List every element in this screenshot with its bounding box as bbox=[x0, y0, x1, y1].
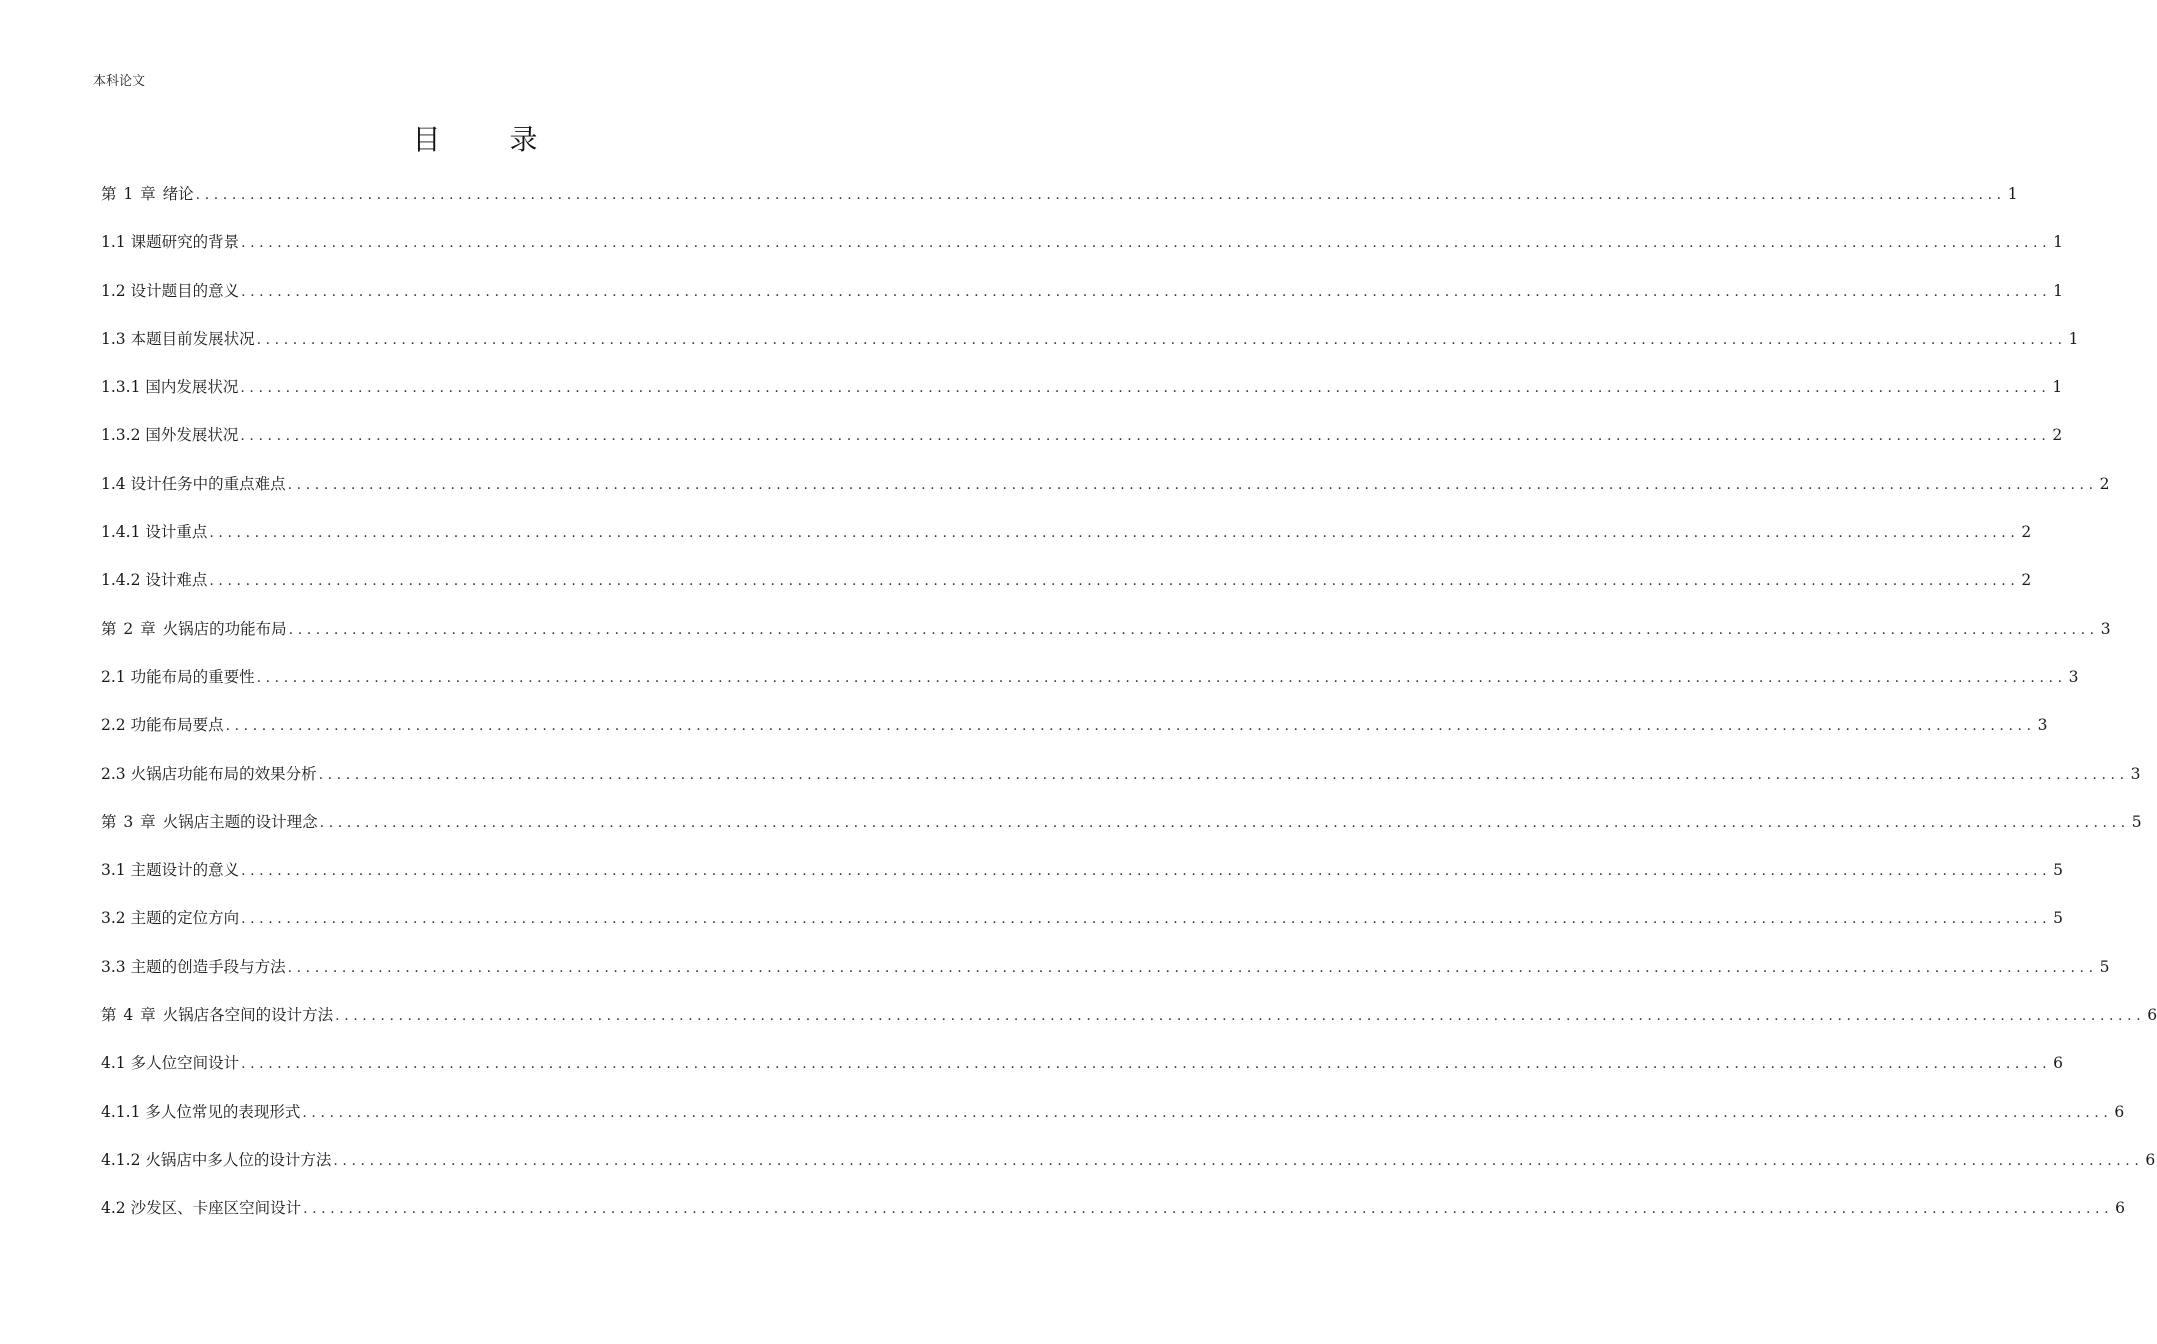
toc-page-number: 3 bbox=[2100, 619, 2111, 638]
toc-page-number: 5 bbox=[2053, 861, 2063, 880]
toc-section-label: 4.1 多人位空间设计 bbox=[101, 1054, 240, 1073]
toc-section-label: 1.4.1 设计重点 bbox=[101, 523, 208, 542]
toc-page-number: 3 bbox=[2037, 716, 2048, 735]
page-header: 本科论文 bbox=[93, 74, 146, 89]
toc-section-label: 3.2 主题的定位方向 bbox=[101, 909, 240, 928]
toc-dot-leader: ........................................................................................................................................................................................................ bbox=[240, 380, 2051, 397]
toc-page-number: 1 bbox=[2068, 329, 2079, 348]
toc-dot-leader: ........................................................................................................................................................................................................ bbox=[241, 235, 2052, 252]
toc-section-label: 1.4 设计任务中的重点难点 bbox=[101, 474, 286, 493]
toc-entry[interactable] bbox=[101, 564, 2032, 612]
toc-dot-leader: ........................................................................................................................................................................................................ bbox=[288, 621, 2099, 638]
toc-section-label: 1.3 本题目前发展状况 bbox=[101, 329, 255, 348]
toc-dot-leader: ........................................................................................................................................................................................................ bbox=[241, 863, 2052, 880]
toc-dot-leader: ........................................................................................................................................................................................................ bbox=[319, 814, 2130, 831]
toc-page-number: 6 bbox=[2147, 1006, 2157, 1025]
toc-page-number: 2 bbox=[2021, 571, 2032, 590]
toc-entry[interactable] bbox=[101, 323, 2079, 371]
toc-entry[interactable] bbox=[101, 806, 2142, 854]
toc-chapter-label: 第 2 章 火锅店的功能布局 bbox=[101, 619, 287, 638]
toc-section-label: 4.2 沙发区、卡座区空间设计 bbox=[101, 1199, 302, 1218]
toc-chapter-label: 第 1 章 绪论 bbox=[101, 185, 194, 203]
toc-section-label: 4.1.2 火锅店中多人位的设计方法 bbox=[101, 1150, 332, 1169]
toc-dot-leader: ........................................................................................................................................................................................................ bbox=[209, 525, 2020, 542]
toc-dot-leader: ........................................................................................................................................................................................................ bbox=[287, 959, 2098, 976]
toc-dot-leader: ........................................................................................................................................................................................................ bbox=[287, 476, 2098, 493]
toc-page-number: 3 bbox=[2130, 764, 2141, 783]
toc-page-number: 5 bbox=[2099, 957, 2110, 976]
toc-entry[interactable] bbox=[101, 226, 2063, 274]
toc-dot-leader: ........................................................................................................................................................................................................ bbox=[333, 1152, 2144, 1169]
toc-section-label: 2.3 火锅店功能布局的效果分析 bbox=[101, 764, 317, 783]
toc-page-number: 1 bbox=[2052, 378, 2063, 397]
toc-title: 目 录 bbox=[412, 123, 568, 156]
toc-entry[interactable] bbox=[101, 275, 2063, 323]
toc-entry[interactable] bbox=[101, 1047, 2063, 1095]
toc-chapter-label: 第 4 章 火锅店各空间的设计方法 bbox=[101, 1006, 334, 1025]
toc-dot-leader: ........................................................................................................................................................................................................ bbox=[241, 283, 2052, 300]
toc-entry[interactable] bbox=[101, 1144, 2156, 1192]
toc-section-label: 3.3 主题的创造手段与方法 bbox=[101, 957, 286, 976]
toc-dot-leader: ........................................................................................................................................................................................................ bbox=[303, 1201, 2114, 1218]
toc-dot-leader: ........................................................................................................................................................................................................ bbox=[225, 718, 2036, 735]
toc-dot-leader: ........................................................................................................................................................................................................ bbox=[241, 1056, 2052, 1073]
toc-dot-leader: ........................................................................................................................................................................................................ bbox=[240, 428, 2051, 445]
toc-entry[interactable] bbox=[101, 516, 2032, 564]
toc-page-number: 3 bbox=[2068, 667, 2079, 686]
toc-entry[interactable] bbox=[101, 902, 2063, 950]
toc-dot-leader: ........................................................................................................................................................................................................ bbox=[256, 669, 2067, 686]
toc-page-number: 2 bbox=[2021, 523, 2032, 542]
toc-section-label: 1.3.1 国内发展状况 bbox=[101, 378, 239, 397]
toc-entry[interactable] bbox=[101, 661, 2079, 709]
toc-entry[interactable] bbox=[101, 758, 2141, 806]
toc-page-number: 1 bbox=[2053, 233, 2063, 252]
toc-page-number: 6 bbox=[2145, 1150, 2156, 1169]
toc-section-label: 1.3.2 国外发展状况 bbox=[101, 426, 239, 445]
toc-section-label: 2.1 功能布局的重要性 bbox=[101, 667, 255, 686]
toc-dot-leader: ........................................................................................................................................................................................................ bbox=[195, 187, 2006, 203]
toc-dot-leader: ........................................................................................................................................................................................................ bbox=[209, 573, 2020, 590]
toc-section-label: 1.1 课题研究的背景 bbox=[101, 233, 240, 252]
toc-entry[interactable] bbox=[101, 1096, 2125, 1144]
toc-entry[interactable] bbox=[101, 371, 2063, 419]
toc-page-number: 5 bbox=[2053, 909, 2063, 928]
toc-dot-leader: ........................................................................................................................................................................................................ bbox=[318, 766, 2129, 783]
toc-entry[interactable] bbox=[101, 468, 2110, 516]
toc-chapter-label: 第 3 章 火锅店主题的设计理念 bbox=[101, 812, 318, 831]
toc-page-number: 5 bbox=[2131, 812, 2142, 831]
toc-entry[interactable] bbox=[101, 419, 2063, 467]
toc-page-number: 2 bbox=[2099, 474, 2110, 493]
toc-section-label: 4.1.1 多人位常见的表现形式 bbox=[101, 1102, 301, 1121]
toc-dot-leader: ........................................................................................................................................................................................................ bbox=[241, 911, 2052, 928]
toc-dot-leader: ........................................................................................................................................................................................................ bbox=[335, 1008, 2146, 1025]
toc-page-number: 1 bbox=[2053, 281, 2063, 300]
toc-page-number: 6 bbox=[2053, 1054, 2063, 1073]
table-of-contents bbox=[101, 178, 2157, 1241]
toc-dot-leader: ........................................................................................................................................................................................................ bbox=[302, 1104, 2113, 1121]
toc-entry[interactable] bbox=[101, 613, 2111, 661]
toc-section-label: 1.2 设计题目的意义 bbox=[101, 281, 240, 300]
toc-entry[interactable] bbox=[101, 178, 2018, 226]
toc-page-number: 2 bbox=[2052, 426, 2063, 445]
toc-entry[interactable] bbox=[101, 1192, 2125, 1240]
toc-entry[interactable] bbox=[101, 951, 2110, 999]
toc-entry[interactable] bbox=[101, 709, 2048, 757]
toc-page-number: 6 bbox=[2115, 1199, 2125, 1218]
toc-page-number: 1 bbox=[2007, 185, 2018, 203]
toc-entry[interactable] bbox=[101, 999, 2157, 1047]
toc-section-label: 2.2 功能布局要点 bbox=[101, 716, 224, 735]
toc-entry[interactable] bbox=[101, 854, 2063, 902]
toc-page-number: 6 bbox=[2114, 1102, 2125, 1121]
toc-dot-leader: ........................................................................................................................................................................................................ bbox=[256, 331, 2067, 348]
toc-section-label: 1.4.2 设计难点 bbox=[101, 571, 208, 590]
toc-section-label: 3.1 主题设计的意义 bbox=[101, 861, 240, 880]
